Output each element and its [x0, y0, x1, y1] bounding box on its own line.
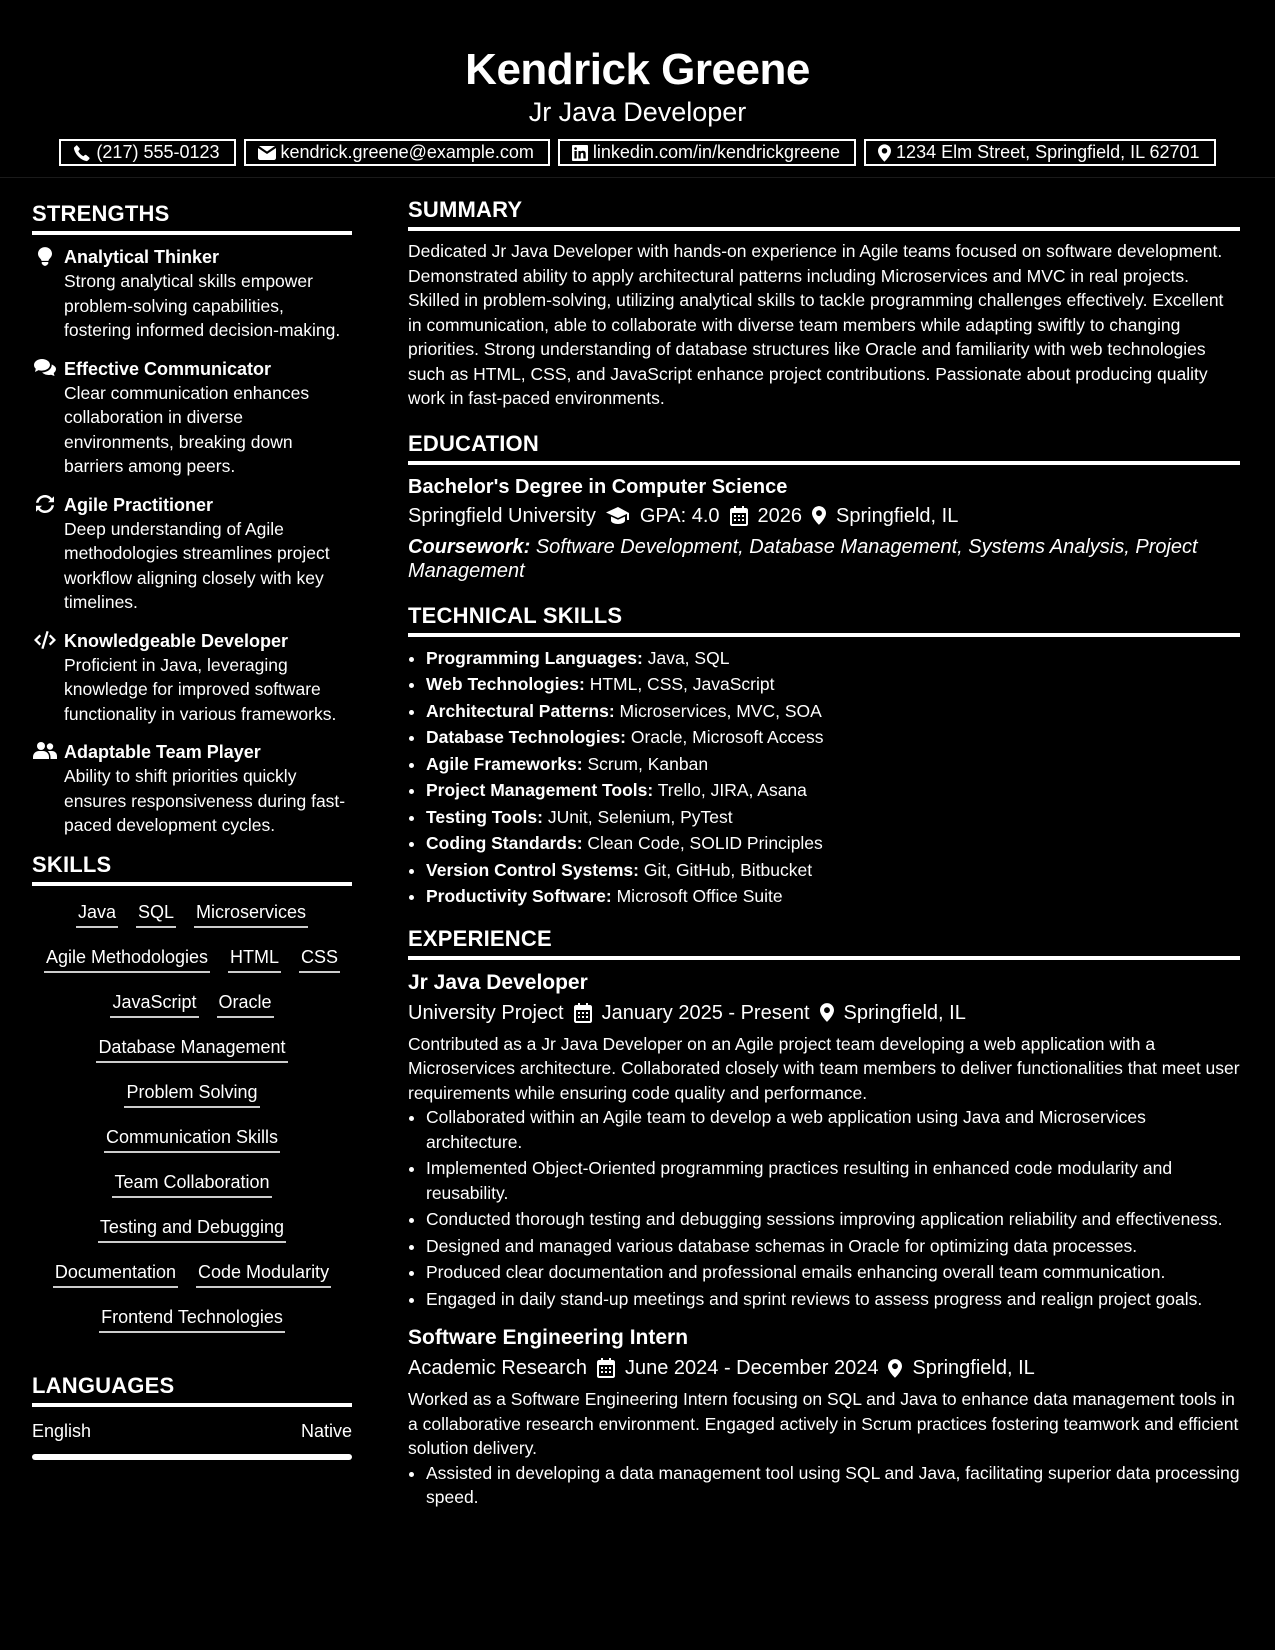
- degree-title: Bachelor's Degree in Computer Science: [408, 475, 788, 498]
- contact-phone-text: (217) 555-0123: [96, 142, 220, 162]
- left-column: [32, 177, 352, 1460]
- sync-icon: [26, 493, 64, 615]
- list-item: • Agile Frameworks: Scrum, Kanban: [426, 751, 1240, 778]
- job-meta: [408, 998, 1240, 1028]
- job-bullets: [408, 1105, 1240, 1311]
- list-item: • Project Management Tools: Trello, JIRA, Asana: [426, 777, 1240, 804]
- users-icon: [26, 740, 64, 838]
- job-entry: [408, 968, 1240, 1312]
- strength-desc: Deep understanding of Agile methodologies streamlines project workflow aligning closely with key timelines.: [64, 518, 330, 612]
- job-description: Worked as a Software Engineering Intern focusing on SQL and Java to enhance data management tools in a collaborative research environment. Engaged actively in Scrum practices fostering teamwork and efficient solution delivery.: [408, 1389, 1239, 1458]
- skill-tag: Oracle: [217, 990, 274, 1018]
- list-item: • Productivity Software: Microsoft Office Suite: [426, 883, 1240, 910]
- strength-name: Adaptable Team Player: [64, 742, 261, 762]
- job-org: Academic Research: [408, 1357, 587, 1379]
- list-item: • Programming Languages: Java, SQL: [426, 645, 1240, 672]
- graduation-cap-icon: [606, 507, 630, 525]
- contact-address-text: 1234 Elm Street, Springfield, IL 62701: [896, 142, 1200, 162]
- map-pin-icon: [812, 506, 826, 525]
- summary-heading: SUMMARY: [408, 197, 1240, 231]
- contact-address[interactable]: [864, 139, 1216, 166]
- list-item: • Engaged in daily stand-up meetings and sprint reviews to assess progress and realign project goals.: [426, 1287, 1240, 1312]
- skill-tag: Team Collaboration: [112, 1170, 271, 1198]
- education-meta: [408, 501, 1240, 531]
- job-location: Springfield, IL: [843, 1001, 966, 1024]
- candidate-title: Jr Java Developer: [528, 97, 747, 127]
- list-item: • Collaborated within an Agile team to develop a web application using Java and Microservices architecture.: [426, 1105, 1240, 1154]
- code-icon: [26, 629, 64, 727]
- skill-tag: Microservices: [194, 900, 308, 928]
- summary-text: Dedicated Jr Java Developer with hands-on experience in Agile teams focused on software development. Demonstrated ability to apply architectural patterns including Microservices and MVC in real projects. Skilled in problem-solving, utilizing analytical skills to tackle programming challenges effectively. Excellent in communication, able to collaborate with diverse team members while adapting swiftly to changing priorities. Strong understanding of database structures like Oracle and familiarity with web technologies such as HTML, CSS, and JavaScript enhance project contributions. Passionate about producing quality work in fast-paced environments.: [408, 241, 1224, 408]
- coursework-list: Software Development, Database Management, Systems Analysis, Project Management: [408, 535, 1198, 582]
- strength-name: Agile Practitioner: [64, 494, 214, 515]
- map-pin-icon: [878, 144, 891, 162]
- job-dates: June 2024 - December 2024: [624, 1357, 879, 1379]
- contact-bar: [0, 139, 1275, 166]
- experience-heading: EXPERIENCE: [408, 926, 1240, 960]
- strength-name: Analytical Thinker: [64, 247, 220, 267]
- calendar-icon: [730, 506, 748, 526]
- job-org: University Project: [408, 1001, 564, 1024]
- list-item: • Architectural Patterns: Microservices, MVC, SOA: [426, 698, 1240, 725]
- skill-tag: CSS: [299, 945, 340, 973]
- list-item: • Web Technologies: HTML, CSS, JavaScript: [426, 671, 1240, 698]
- phone-icon: [73, 144, 91, 162]
- strength-desc: Ability to shift priorities quickly ensures responsiveness during fast-paced development cycles.: [64, 766, 346, 835]
- strength-desc: Clear communication enhances collaboration in diverse environments, breaking down barriers among peers.: [64, 382, 310, 476]
- strength-name: Effective Communicator: [64, 358, 272, 379]
- contact-email[interactable]: [244, 139, 550, 166]
- language-name: English: [32, 1420, 92, 1441]
- strength-item: [32, 629, 352, 727]
- strength-name: Knowledgeable Developer: [64, 630, 289, 651]
- skill-tag: Testing and Debugging: [98, 1215, 286, 1243]
- job-location: Springfield, IL: [912, 1357, 1035, 1379]
- list-item: • Testing Tools: JUnit, Selenium, PyTest: [426, 804, 1240, 831]
- strength-desc: Strong analytical skills empower problem-solving capabilities, fostering informed decision-making.: [64, 271, 341, 340]
- education-heading: EDUCATION: [408, 431, 1240, 465]
- strength-item: [32, 357, 352, 479]
- skill-tag: Java: [76, 900, 118, 928]
- job-dates: January 2025 - Present: [601, 1001, 810, 1024]
- technical-skills-heading: TECHNICAL SKILLS: [408, 603, 1240, 637]
- job-meta: [408, 1353, 1240, 1383]
- contact-linkedin[interactable]: [558, 139, 856, 166]
- job-bullets: [408, 1461, 1240, 1510]
- list-item: • Assisted in developing a data management tool using SQL and Java, facilitating superior data processing speed.: [426, 1461, 1240, 1510]
- list-item: • Implemented Object-Oriented programming practices resulting in enhanced code modularity and reusability.: [426, 1156, 1240, 1205]
- language-proficiency-bar: [32, 1454, 352, 1460]
- list-item: • Produced clear documentation and professional emails enhancing overall team communication.: [426, 1260, 1240, 1285]
- skill-tag: Agile Methodologies: [44, 945, 210, 973]
- skill-tag: Database Management: [96, 1035, 287, 1063]
- skill-tag: Documentation: [53, 1260, 178, 1288]
- strength-item: [32, 493, 352, 615]
- school-location: Springfield, IL: [836, 504, 959, 527]
- list-item: • Coding Standards: Clean Code, SOLID Principles: [426, 830, 1240, 857]
- strengths-heading: STRENGTHS: [32, 201, 352, 235]
- list-item: • Version Control Systems: Git, GitHub, Bitbucket: [426, 857, 1240, 884]
- language-item: [32, 1421, 352, 1442]
- school-name: Springfield University: [408, 504, 596, 527]
- contact-phone[interactable]: [59, 139, 235, 166]
- candidate-name: Kendrick Greene: [465, 45, 810, 94]
- job-title: Jr Java Developer: [408, 970, 588, 994]
- strength-item: [32, 245, 352, 343]
- right-column: [408, 177, 1240, 1512]
- strength-item: [32, 740, 352, 838]
- skills-heading: SKILLS: [32, 852, 352, 886]
- graduation-year: 2026: [757, 504, 803, 527]
- comments-icon: [26, 357, 64, 479]
- skill-tag: Frontend Technologies: [99, 1305, 285, 1333]
- coursework: [408, 535, 1240, 583]
- strength-desc: Proficient in Java, leveraging knowledge for improved software functionality in various frameworks.: [64, 654, 337, 724]
- job-title: Software Engineering Intern: [408, 1326, 689, 1349]
- language-level: Native: [300, 1420, 352, 1441]
- resume-header: [0, 0, 1275, 178]
- list-item: • Database Technologies: Oracle, Microsoft Access: [426, 724, 1240, 751]
- coursework-label: Coursework:: [408, 535, 531, 558]
- map-pin-icon: [888, 1359, 902, 1378]
- list-item: • Conducted thorough testing and debugging sessions improving application reliability and effectiveness.: [426, 1207, 1240, 1232]
- skill-tag: SQL: [136, 900, 176, 928]
- skill-tag: Code Modularity: [196, 1260, 331, 1288]
- calendar-icon: [597, 1358, 615, 1378]
- skill-tag: Communication Skills: [104, 1125, 280, 1153]
- linkedin-icon: [572, 145, 588, 161]
- map-pin-icon: [820, 1003, 834, 1022]
- languages-heading: LANGUAGES: [32, 1373, 352, 1407]
- contact-linkedin-text: linkedin.com/in/kendrickgreene: [592, 142, 841, 162]
- skill-tag: HTML: [228, 945, 281, 973]
- technical-skills-list: [408, 645, 1240, 910]
- list-item: • Designed and managed various database schemas in Oracle for optimizing data processes.: [426, 1234, 1240, 1259]
- envelope-icon: [258, 146, 276, 160]
- job-entry: [408, 1323, 1240, 1510]
- gpa: GPA: 4.0: [639, 504, 720, 527]
- contact-email-text: kendrick.greene@example.com: [280, 142, 534, 162]
- skill-tag: Problem Solving: [124, 1080, 259, 1108]
- job-description: Contributed as a Jr Java Developer on an Agile project team developing a web application with a Microservices architecture. Collaborated closely with team members to deliver functionalities that meet user requirements while ensuring code quality and performance.: [408, 1033, 1240, 1103]
- calendar-icon: [574, 1003, 592, 1023]
- skill-tag: JavaScript: [110, 990, 198, 1018]
- lightbulb-icon: [26, 245, 64, 343]
- skills-list: [32, 896, 352, 1333]
